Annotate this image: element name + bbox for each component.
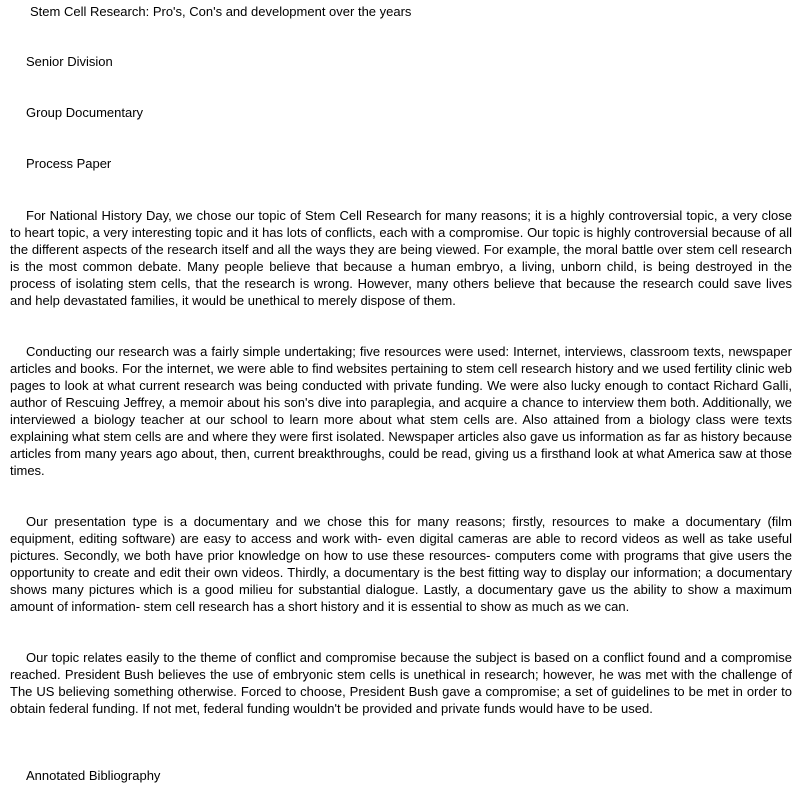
section-heading-process-paper: Process Paper [26,156,112,171]
paragraph-theme-relation: Our topic relates easily to the theme of conflict and compromise because the subject is based on a conflict found and a compromise reached. President Bush believes the use of embryonic stem cells is unethical in research; however, he was met with the challenge of The US believing something otherwise. Forced to choose, President Bush gave a compromise; a set of guidelines to be met in order to obtain federal funding. If not met, federal funding wouldn't be provided and private funds would have to be used. [10,650,792,716]
paragraph-research-process: Conducting our research was a fairly simple undertaking; five resources were used: Internet, interviews, classroom texts, newspaper articles and books. For the internet, we were able to find websites pertaining to stem cell research history and we used fertility clinic web pages to look at what current research was being conducted with private funding. We were also lucky enough to contact Richard Galli, author of Rescuing Jeffrey, a memoir about his son's dive into paraplegia, and acquire a chance to interview them both. Additionally, we interviewed a biology teacher at our school to learn more about what stem cells are. Also attained from a biology class were texts explaining what stem cells are and where they were first isolated. Newspaper articles also gave us information as far as history because articles from many years ago about, then, current breakthroughs, could be read, giving us a firsthand look at what America saw at those times. [10,344,792,478]
paragraph-topic-choice: For National History Day, we chose our topic of Stem Cell Research for many reasons; it is a highly controversial topic, a very close to heart topic, a very interesting topic and it has lots of conflicts, each with a compromise. Our topic is highly controversial because of all the different aspects of the research itself and all the ways they are being viewed. For example, the moral battle over stem cell research is the most common debate. Many people believe that because a human embryo, a living, unborn child, is being destroyed in the process of isolating stem cells, that the research is wrong. However, many others believe that because the research could save lives and help devastated families, it would be unethical to merely dispose of them. [10,208,792,308]
document-title: Stem Cell Research: Pro's, Con's and development over the years [30,4,412,19]
division-label: Senior Division [26,54,113,69]
category-label: Group Documentary [26,105,144,120]
paragraph-presentation-type: Our presentation type is a documentary and we chose this for many reasons; firstly, resources to make a documentary (film equipment, editing software) are easy to access and work with- even digital cameras are able to record videos as well as take useful pictures. Secondly, we both have prior knowledge on how to use these resources- computers come with programs that give users the opportunity to create and edit their own videos. Thirdly, a documentary is the best fitting way to display our information; a documentary shows many pictures which is a good milieu for substantial dialogue. Lastly, a documentary gave us the ability to show a maximum amount of information- stem cell research has a short history and it is essential to show as much as we can. [10,514,792,614]
section-heading-bibliography: Annotated Bibliography [26,768,161,783]
